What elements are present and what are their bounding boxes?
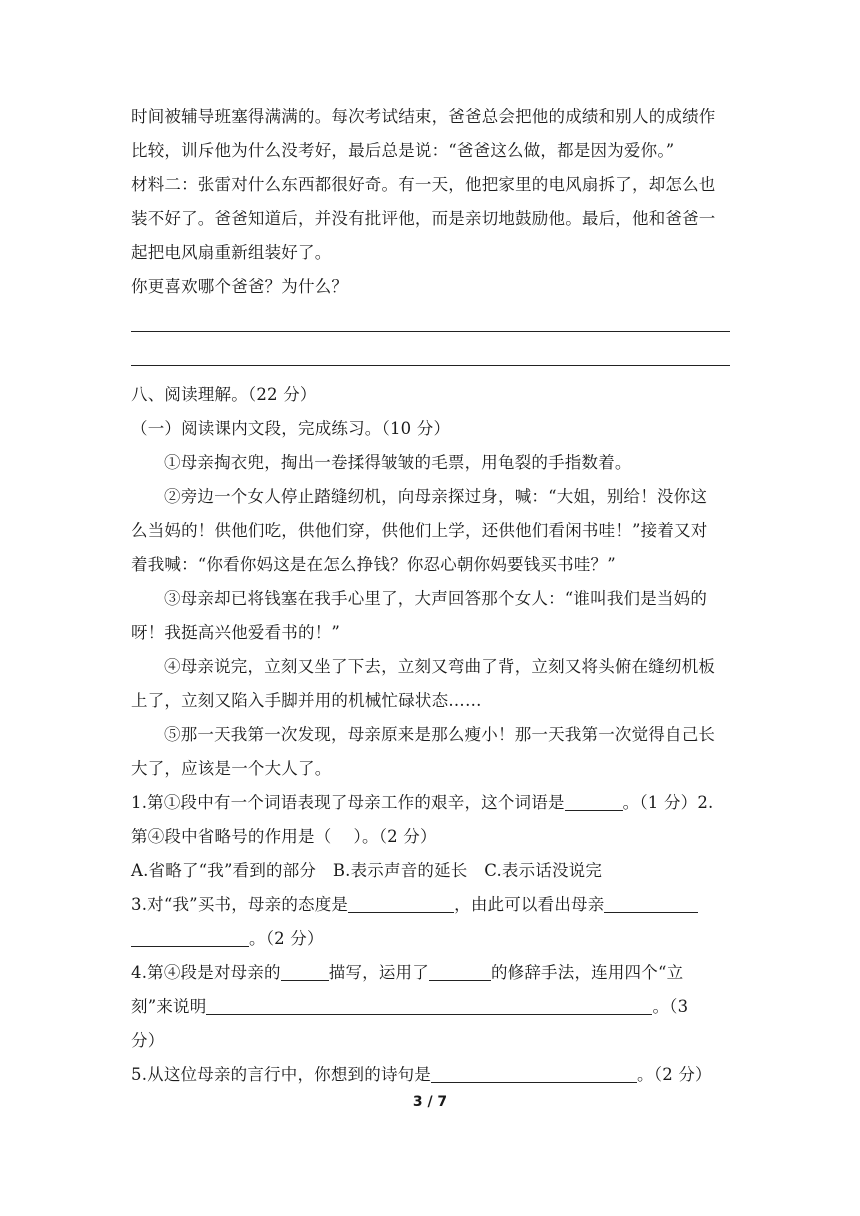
question-2-options: A.省略了“我”看到的部分 B.表示声音的延长 C.表示话没说完 <box>131 861 603 880</box>
question-4-text: 4.第④段是对母亲的 <box>131 963 281 982</box>
question-3-text: 3.对“我”买书，母亲的态度是 <box>131 895 349 914</box>
question-3-blank-1[interactable] <box>348 892 454 913</box>
question-prefer-father: 你更喜欢哪个爸爸？为什么？ <box>131 277 349 296</box>
worksheet-page <box>131 100 731 1092</box>
passage-paragraph-5-line-1: ⑤那一天我第一次发现，母亲原来是那么瘦小！那一天我第一次觉得自己长 <box>164 725 716 744</box>
material-two-line-1: 材料二：张雷对什么东西都很好奇。有一天，他把家里的电风扇拆了，却怎么也 <box>131 175 716 194</box>
answer-space <box>131 304 731 378</box>
question-1 <box>131 786 731 820</box>
question-4-text-4: 刻”来说明 <box>131 997 207 1016</box>
answer-line-1[interactable] <box>131 331 730 332</box>
passage-paragraph-3-line-1: ③母亲却已将钱塞在我手心里了，大声回答那个女人：“谁叫我们是当妈的 <box>164 589 708 608</box>
passage-paragraph-4-line-1: ④母亲说完，立刻又坐了下去，立刻又弯曲了背，立刻又将头俯在缝纫机板 <box>164 657 716 676</box>
question-3-blank-3[interactable] <box>131 926 249 947</box>
question-3-cont <box>131 922 731 956</box>
question-4-blank-3[interactable] <box>206 994 652 1015</box>
passage-paragraph-5-line-2: 大了，应该是一个大人了。 <box>131 759 332 778</box>
material-one-quote: 比较，训斥他为什么没考好，最后总是说：“爸爸这么做，都是因为爱你。” <box>131 141 675 160</box>
passage-paragraph-2-line-3: 着我喊：“你看你妈这是在怎么挣钱？你忍心朝你妈要钱买书哇？” <box>131 555 616 574</box>
section-eight-heading: 八、阅读理解。（22 分） <box>131 385 317 404</box>
passage-paragraph-2-line-2: 么当妈的！供他们吃，供他们穿，供他们上学，还供他们看闲书哇！”接着又对 <box>131 521 708 540</box>
material-two-line-2: 装不好了。爸爸知道后，并没有批评他，而是亲切地鼓励他。最后，他和爸爸一 <box>131 209 716 228</box>
question-4-score-end: 分） <box>131 1031 165 1050</box>
question-4-text-3: 的修辞手法，连用四个“立 <box>490 963 684 982</box>
material-one-end: 时间被辅导班塞得满满的。每次考试结束，爸爸总会把他的成绩和别人的成绩作 <box>131 107 716 126</box>
question-4-blank-1[interactable] <box>281 960 329 981</box>
question-1-text: 1.第①段中有一个词语表现了母亲工作的艰辛，这个词语是 <box>131 793 565 812</box>
question-4-cont <box>131 990 731 1024</box>
question-3 <box>131 888 731 922</box>
question-2: 第④段中省略号的作用是（ ）。（2 分） <box>131 827 437 846</box>
material-two-line-3: 起把电风扇重新组装好了。 <box>131 243 332 262</box>
question-4 <box>131 956 731 990</box>
question-4-score: 。（3 <box>652 997 689 1016</box>
question-3-blank-2[interactable] <box>604 892 698 913</box>
answer-line-2[interactable] <box>131 365 730 366</box>
question-4-text-2: 描写，运用了 <box>328 963 429 982</box>
question-5-blank[interactable] <box>431 1062 637 1083</box>
question-5-text: 5.从这位母亲的言行中，你想到的诗句是 <box>131 1065 432 1084</box>
question-3-text-2: ，由此可以看出母亲 <box>454 895 605 914</box>
question-1-score: 。（1 分）2. <box>622 793 714 812</box>
question-3-score: 。（2 分） <box>249 929 324 948</box>
question-5-score: 。（2 分） <box>637 1065 712 1084</box>
subsection-one-heading: （一）阅读课内文段，完成练习。（10 分） <box>131 419 451 438</box>
page-number: 3 / 7 <box>412 1094 448 1110</box>
passage-paragraph-2-line-1: ②旁边一个女人停止踏缝纫机，向母亲探过身，喊：“大姐，别给！没你这 <box>164 487 708 506</box>
passage-paragraph-4-line-2: 上了，立刻又陷入手脚并用的机械忙碌状态…… <box>131 691 482 710</box>
question-4-blank-2[interactable] <box>429 960 491 981</box>
question-1-blank[interactable] <box>565 790 623 811</box>
passage-paragraph-3-line-2: 呀！我挺高兴他爱看书的！” <box>131 623 341 642</box>
question-5 <box>131 1058 731 1092</box>
passage-paragraph-1: ①母亲掏衣兜，掏出一卷揉得皱皱的毛票，用龟裂的手指数着。 <box>164 453 632 472</box>
